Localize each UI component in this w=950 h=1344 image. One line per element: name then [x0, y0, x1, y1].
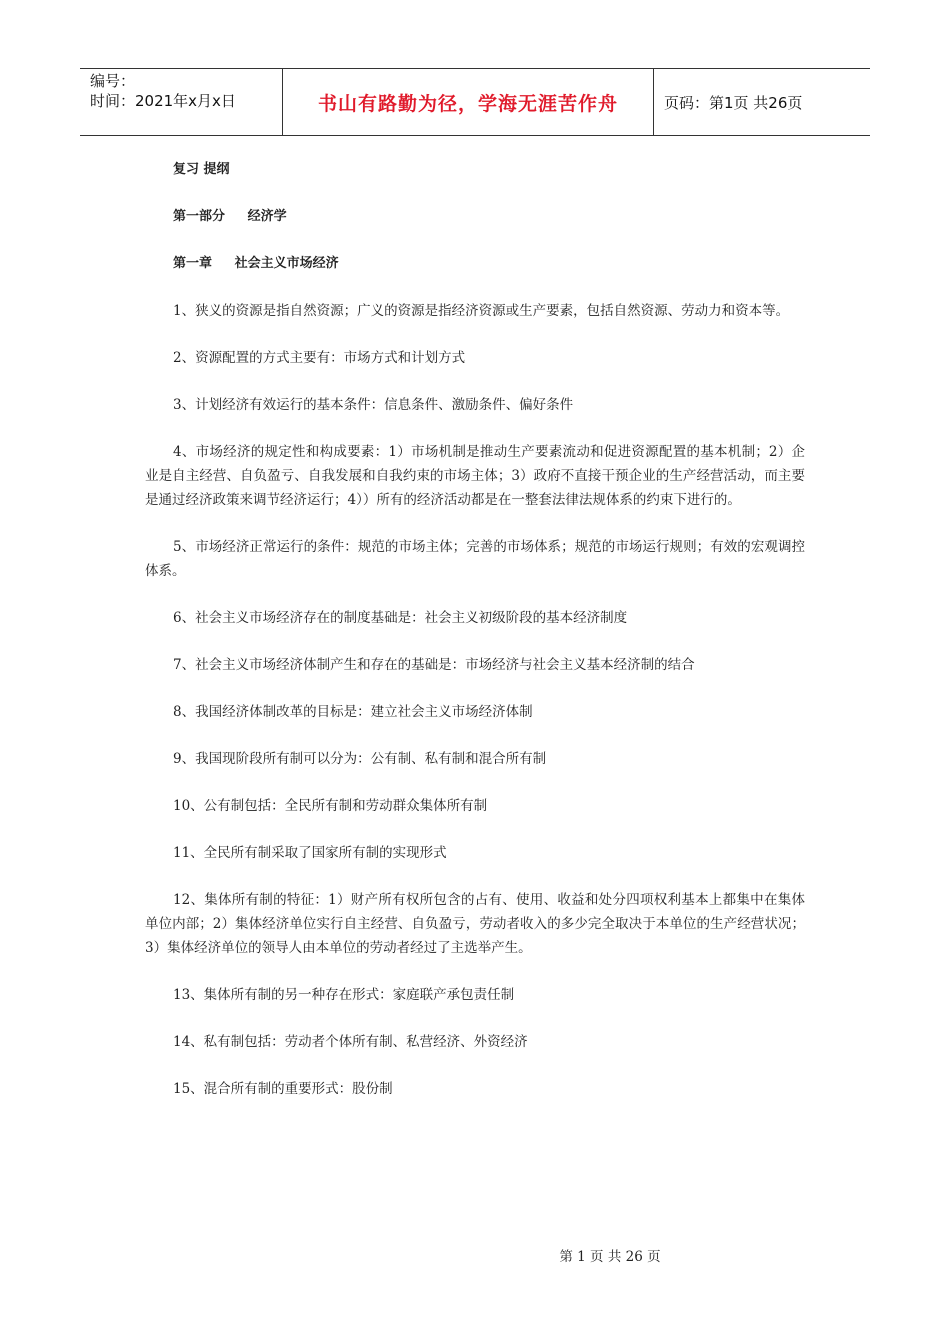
list-item: 5、市场经济正常运行的条件：规范的市场主体；完善的市场体系；规范的市场运行规则；有效的宏观调控体系。	[145, 539, 805, 579]
list-item: 1、狭义的资源是指自然资源；广义的资源是指经济资源或生产要素，包括自然资源、劳动力和资本等。	[173, 303, 790, 319]
list-item: 13、集体所有制的另一种存在形式：家庭联产承包责任制	[173, 987, 515, 1003]
page-header	[80, 68, 870, 136]
list-item: 7、社会主义市场经济体制产生和存在的基础是：市场经济与社会主义基本经济制的结合	[173, 657, 695, 673]
list-item: 3、计划经济有效运行的基本条件：信息条件、激励条件、偏好条件	[173, 397, 574, 413]
chapter-heading: 第一章 社会主义市场经济	[173, 256, 339, 271]
list-item: 9、我国现阶段所有制可以分为：公有制、私有制和混合所有制	[173, 751, 547, 767]
list-item: 2、资源配置的方式主要有：市场方式和计划方式	[173, 350, 466, 366]
page-footer: 第 1 页 共 26 页	[559, 1249, 661, 1265]
document-title: 复习 提纲	[173, 162, 230, 177]
part-heading: 第一部分 经济学	[173, 209, 287, 224]
list-item: 11、全民所有制采取了国家所有制的实现形式	[173, 845, 447, 861]
document-body	[145, 158, 805, 1124]
list-item: 4、市场经济的规定性和构成要素：1）市场机制是推动生产要素流动和促进资源配置的基本机制；2）企业是自主经营、自负盈亏、自我发展和自我约束的市场主体；3）政府不直接干预企业的生产经营活动，而主要是通过经济政策来调节经济运行；4））所有的经济活动都是在一整套法律法规体系的约束下进行的。	[145, 444, 805, 508]
list-item: 10、公有制包括：全民所有制和劳动群众集体所有制	[173, 798, 488, 814]
list-item: 6、社会主义市场经济存在的制度基础是：社会主义初级阶段的基本经济制度	[173, 610, 628, 626]
document-number-label: 编号：	[90, 72, 136, 90]
list-item: 14、私有制包括：劳动者个体所有制、私营经济、外资经济	[173, 1034, 528, 1050]
header-page-info: 页码：第1页 共26页	[664, 93, 803, 112]
list-item: 12、集体所有制的特征：1）财产所有权所包含的占有、使用、收益和处分四项权利基本上都集中在集体单位内部；2）集体经济单位实行自主经营、自负盈亏，劳动者收入的多少完全取决于本单位的生产经营状况；3）集体经济单位的领导人由本单位的劳动者经过了主选举产生。	[145, 892, 805, 956]
header-meta	[80, 69, 282, 135]
document-date-label: 时间：2021年x月x日	[90, 92, 236, 110]
header-motto: 书山有路勤为径，学海无涯苦作舟	[282, 69, 654, 135]
list-item: 15、混合所有制的重要形式：股份制	[173, 1081, 393, 1097]
list-item: 8、我国经济体制改革的目标是：建立社会主义市场经济体制	[173, 704, 533, 720]
